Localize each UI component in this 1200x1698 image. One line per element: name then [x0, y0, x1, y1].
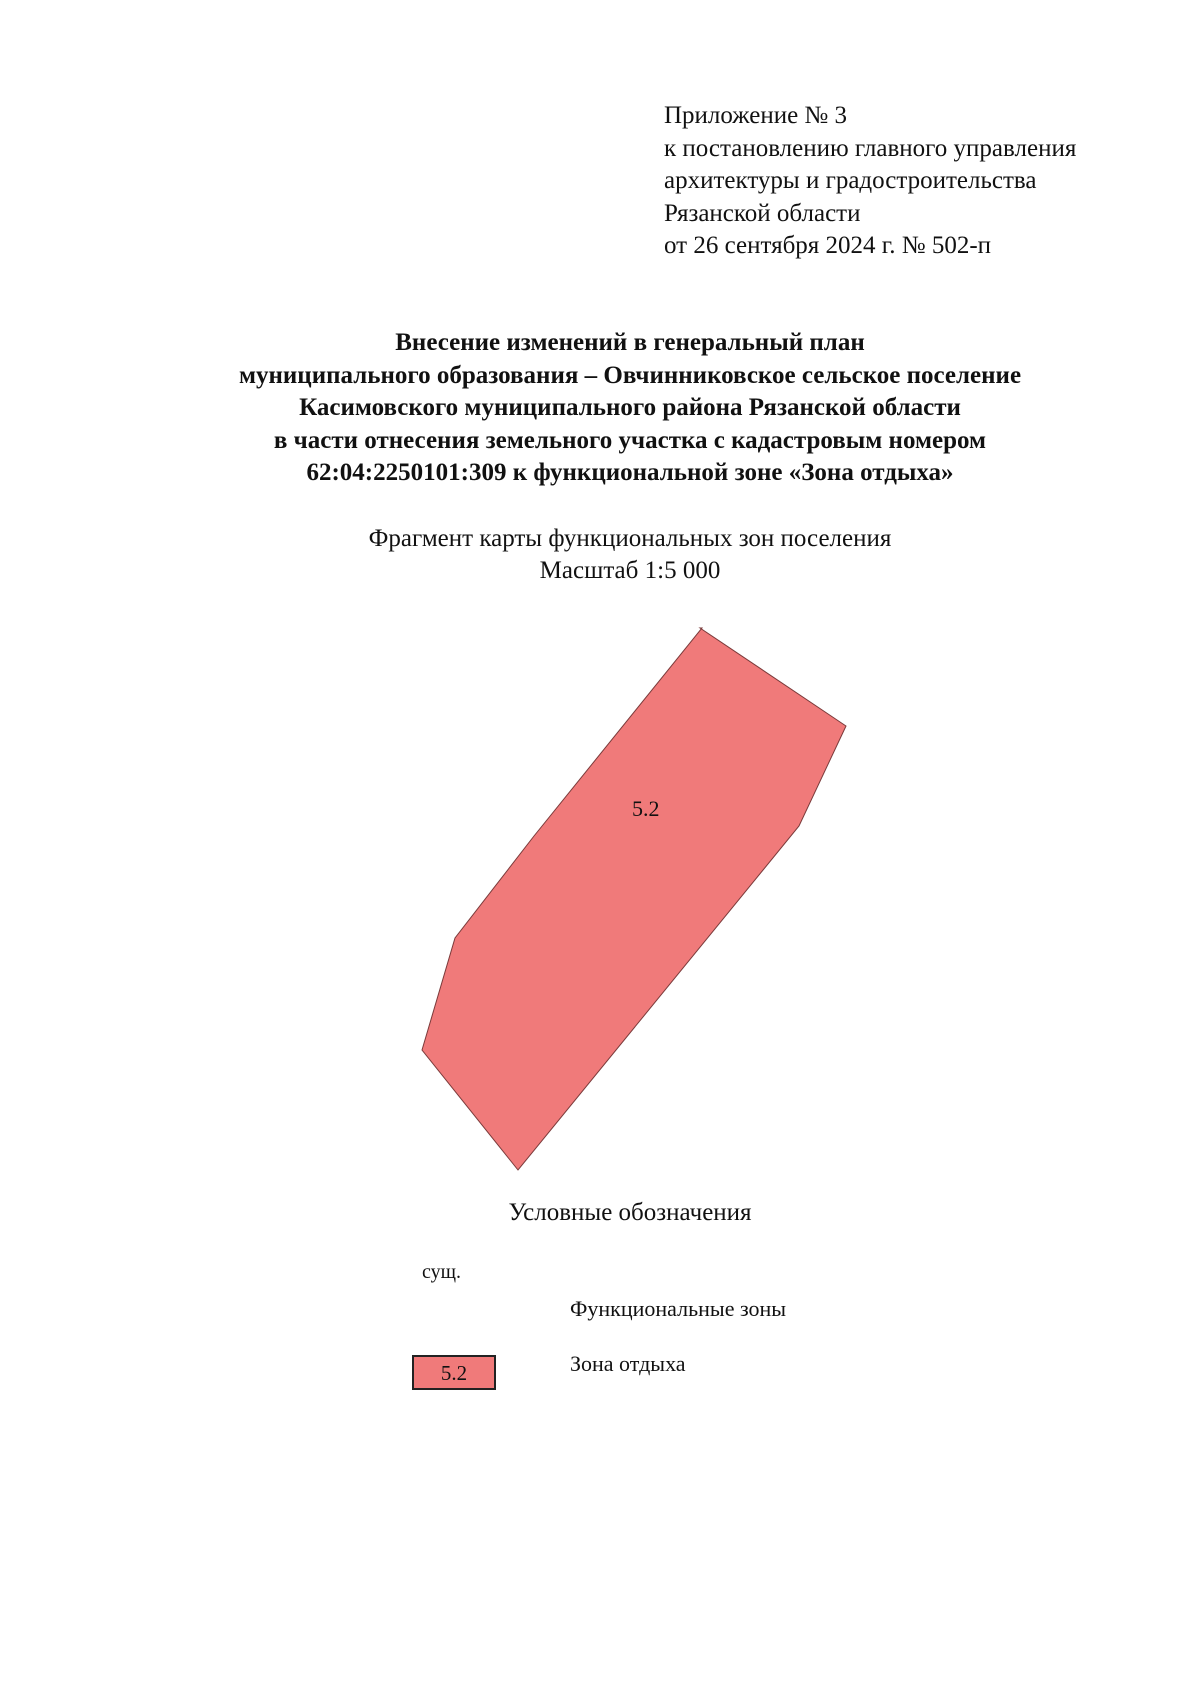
- legend-item-label: Зона отдыха: [570, 1351, 686, 1376]
- legend-existing-label: сущ.: [422, 1261, 462, 1283]
- zone-polygon: [422, 628, 846, 1170]
- zone-code-label: 5.2: [632, 796, 660, 821]
- title-line: Внесение изменений в генеральный план: [395, 329, 865, 356]
- appendix-line: к постановлению главного управления: [664, 134, 1077, 162]
- appendix-line: архитектуры и градостроительства: [664, 167, 1037, 194]
- appendix-line: от 26 сентября 2024 г. № 502-п: [664, 232, 992, 259]
- legend-group-title: Функциональные зоны: [570, 1296, 787, 1321]
- title-line: в части отнесения земельного участка с кадастровым номером: [273, 426, 987, 454]
- map-scale: Масштаб 1:5 000: [539, 557, 721, 584]
- title-line: муниципального образования – Овчинниковское сельское поселение: [238, 361, 1022, 389]
- appendix-line: Рязанской области: [664, 199, 861, 227]
- title-line: 62:04:2250101:309 к функциональной зоне «Зона отдыха»: [306, 459, 954, 486]
- appendix-line: Приложение № 3: [664, 102, 848, 129]
- title-line: Касимовского муниципального района Рязанской области: [299, 394, 961, 421]
- legend-swatch: 5.2: [412, 1355, 496, 1390]
- map-subtitle: Фрагмент карты функциональных зон поселения: [368, 525, 892, 552]
- legend-title: Условные обозначения: [508, 1199, 752, 1226]
